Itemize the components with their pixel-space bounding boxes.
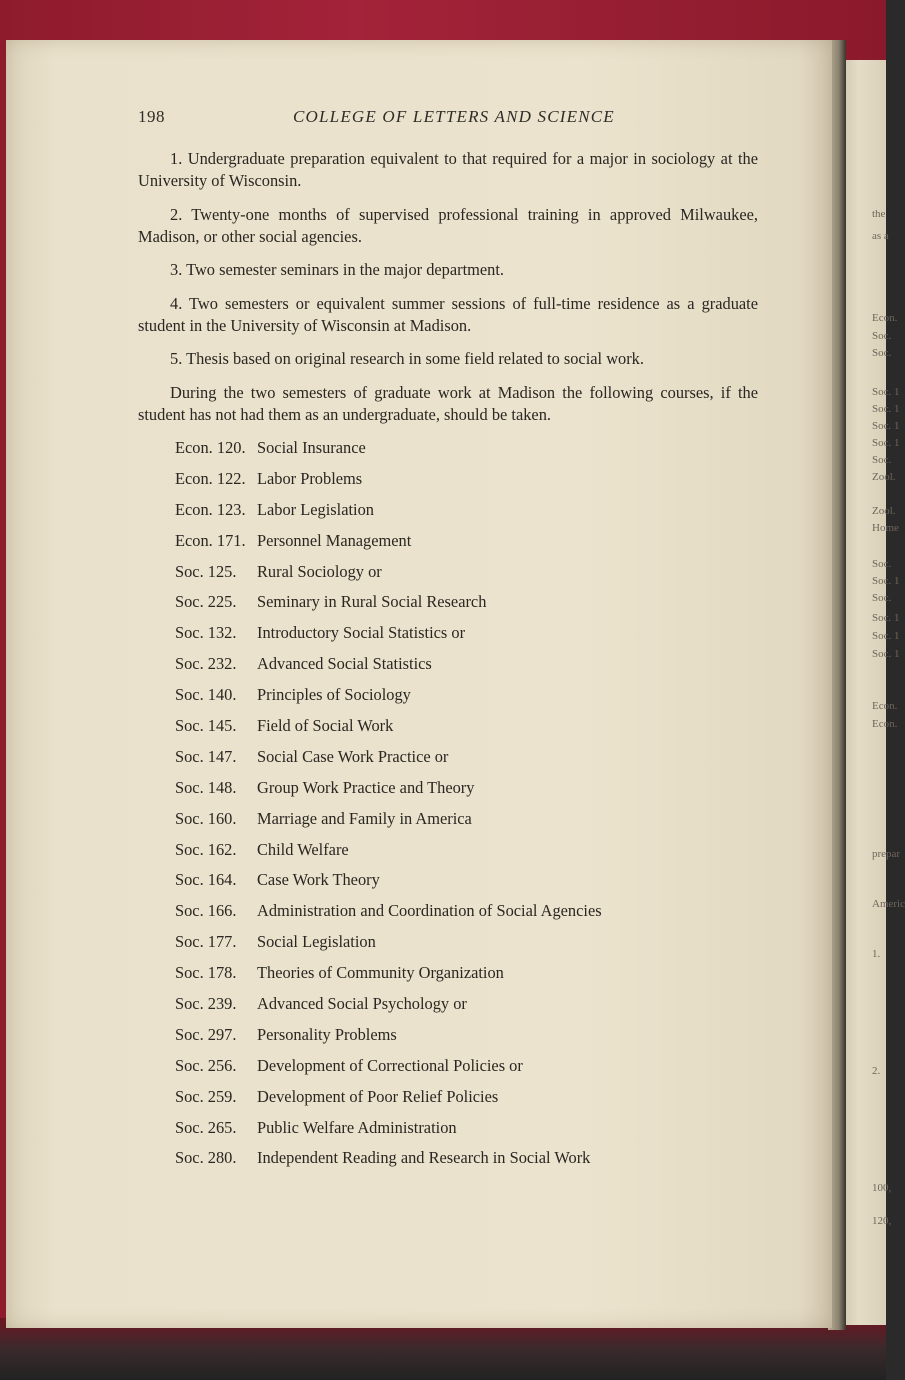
course-item xyxy=(138,869,758,900)
facing-page-fragment: Soc. 1 xyxy=(872,437,900,449)
facing-page-fragment: Econ. xyxy=(872,700,898,712)
course-code: Soc. 164. xyxy=(175,870,237,890)
facing-page-fragment: Soc. 1 xyxy=(872,386,900,398)
course-title: Theories of Community Organization xyxy=(257,963,504,983)
page-body xyxy=(138,148,758,1178)
course-code: Soc. 162. xyxy=(175,839,237,859)
course-title: Introductory Social Statistics or xyxy=(257,623,466,643)
course-title: Case Work Theory xyxy=(257,870,380,890)
course-item xyxy=(138,653,758,684)
facing-page-fragment: Home xyxy=(872,522,899,534)
requirement-paragraph: 4. Two semesters or equivalent summer sessions of full-time residence as a graduate student in the University of Wisconsin at Madison. xyxy=(138,293,758,335)
requirement-paragraph: 2. Twenty-one months of supervised professional training in approved Milwaukee, Madison, or other social agencies. xyxy=(138,204,758,246)
facing-page-fragment: the xyxy=(872,208,886,220)
facing-page-fragment: Americ xyxy=(872,898,905,910)
requirement-paragraph: 3. Two semester seminars in the major department. xyxy=(170,260,505,279)
course-list xyxy=(138,437,758,1178)
facing-page-fragment: as a xyxy=(872,230,889,242)
course-title: Advanced Social Statistics xyxy=(257,654,432,674)
course-title: Child Welfare xyxy=(257,839,349,859)
course-code: Soc. 140. xyxy=(175,685,237,705)
course-item xyxy=(138,962,758,993)
facing-page-fragment: prepar xyxy=(872,848,901,860)
facing-page-edge xyxy=(840,60,905,1325)
course-code: Soc. 147. xyxy=(175,746,237,766)
facing-page-fragment: Econ. xyxy=(872,312,898,324)
course-item xyxy=(138,746,758,777)
course-item xyxy=(138,622,758,653)
course-title: Labor Problems xyxy=(257,468,363,488)
course-item xyxy=(138,1024,758,1055)
facing-page-fragment: Soc. xyxy=(872,592,892,604)
facing-page-fragment: Soc. 1 xyxy=(872,648,900,660)
course-code: Soc. 225. xyxy=(175,592,237,612)
requirement-paragraph: 5. Thesis based on original research in some field related to social work. xyxy=(170,349,644,368)
course-item xyxy=(138,931,758,962)
facing-page-fragment: 2. xyxy=(872,1065,881,1077)
course-title: Principles of Sociology xyxy=(257,685,411,705)
facing-page-fragment: Zool. xyxy=(872,471,896,483)
course-title: Personnel Management xyxy=(257,530,412,550)
facing-page-fragment: Soc. 1 xyxy=(872,575,900,587)
course-title: Personality Problems xyxy=(257,1024,397,1044)
course-code: Soc. 232. xyxy=(175,654,237,674)
facing-page-fragment: 100, xyxy=(872,1182,892,1194)
course-title: Group Work Practice and Theory xyxy=(257,777,475,797)
course-title: Seminary in Rural Social Research xyxy=(257,592,487,612)
course-item xyxy=(138,1147,758,1178)
course-item xyxy=(138,808,758,839)
course-code: Soc. 145. xyxy=(175,716,237,736)
facing-page-fragment: Soc. xyxy=(872,454,892,466)
course-code: Soc. 265. xyxy=(175,1117,237,1137)
course-title: Rural Sociology or xyxy=(257,561,382,581)
page-header xyxy=(138,107,758,131)
course-title: Independent Reading and Research in Social Work xyxy=(257,1148,591,1168)
course-code: Econ. 122. xyxy=(175,468,246,488)
facing-page-fragment: Soc. 1 xyxy=(872,612,900,624)
course-code: Soc. 297. xyxy=(175,1024,237,1044)
course-code: Soc. 132. xyxy=(175,623,237,643)
course-code: Soc. 280. xyxy=(175,1148,237,1168)
facing-page-fragment: Soc. 1 xyxy=(872,403,900,415)
course-item xyxy=(138,1086,758,1117)
course-item xyxy=(138,684,758,715)
page-number: 198 xyxy=(138,107,165,126)
course-title: Development of Correctional Policies or xyxy=(257,1055,523,1075)
course-title: Social Case Work Practice or xyxy=(257,746,449,766)
course-code: Soc. 125. xyxy=(175,561,237,581)
course-code: Soc. 239. xyxy=(175,994,237,1014)
course-code: Soc. 177. xyxy=(175,932,237,952)
course-item xyxy=(138,499,758,530)
facing-page-fragment: Soc. xyxy=(872,558,892,570)
course-item xyxy=(138,839,758,870)
course-title: Social Legislation xyxy=(257,932,376,952)
course-title: Advanced Social Psychology or xyxy=(257,994,467,1014)
facing-page-fragment: Zool. xyxy=(872,505,896,517)
course-item xyxy=(138,1117,758,1148)
course-title: Marriage and Family in America xyxy=(257,808,472,828)
facing-page-fragment: Soc. 1 xyxy=(872,630,900,642)
course-item xyxy=(138,1055,758,1086)
course-code: Soc. 166. xyxy=(175,901,237,921)
requirement-paragraph: 1. Undergraduate preparation equivalent to that required for a major in sociology at the University of Wisconsin. xyxy=(138,149,758,190)
course-item xyxy=(138,561,758,592)
course-item xyxy=(138,591,758,622)
course-item xyxy=(138,468,758,499)
course-item xyxy=(138,437,758,468)
intro-paragraph: During the two semesters of graduate work at Madison the following courses, if the student has not had them as an undergraduate, should be taken. xyxy=(138,382,758,424)
course-item xyxy=(138,777,758,808)
facing-page-fragment: Soc. 1 xyxy=(872,420,900,432)
facing-page-fragment: Soc. xyxy=(872,347,892,359)
course-code: Soc. 178. xyxy=(175,963,237,983)
course-code: Econ. 171. xyxy=(175,530,246,550)
course-title: Development of Poor Relief Policies xyxy=(257,1086,499,1106)
course-code: Soc. 256. xyxy=(175,1055,237,1075)
course-code: Econ. 120. xyxy=(175,438,246,457)
course-title: Labor Legislation xyxy=(257,499,374,519)
facing-page-fragment: 1. xyxy=(872,948,881,960)
facing-page-fragment: Econ. xyxy=(872,718,898,730)
facing-page-fragment: 120, xyxy=(872,1215,892,1227)
course-title: Social Insurance xyxy=(257,438,366,457)
course-title: Administration and Coordination of Social Agencies xyxy=(257,901,602,921)
course-code: Soc. 160. xyxy=(175,808,237,828)
course-item xyxy=(138,993,758,1024)
course-item xyxy=(138,715,758,746)
running-head: COLLEGE OF LETTERS AND SCIENCE xyxy=(293,107,615,126)
course-item xyxy=(138,530,758,561)
course-title: Field of Social Work xyxy=(257,716,394,736)
course-title: Public Welfare Administration xyxy=(257,1117,457,1137)
course-item xyxy=(138,900,758,931)
course-code: Soc. 148. xyxy=(175,777,237,797)
course-code: Econ. 123. xyxy=(175,499,246,519)
facing-page-fragment: Soc. xyxy=(872,330,892,342)
course-code: Soc. 259. xyxy=(175,1086,237,1106)
